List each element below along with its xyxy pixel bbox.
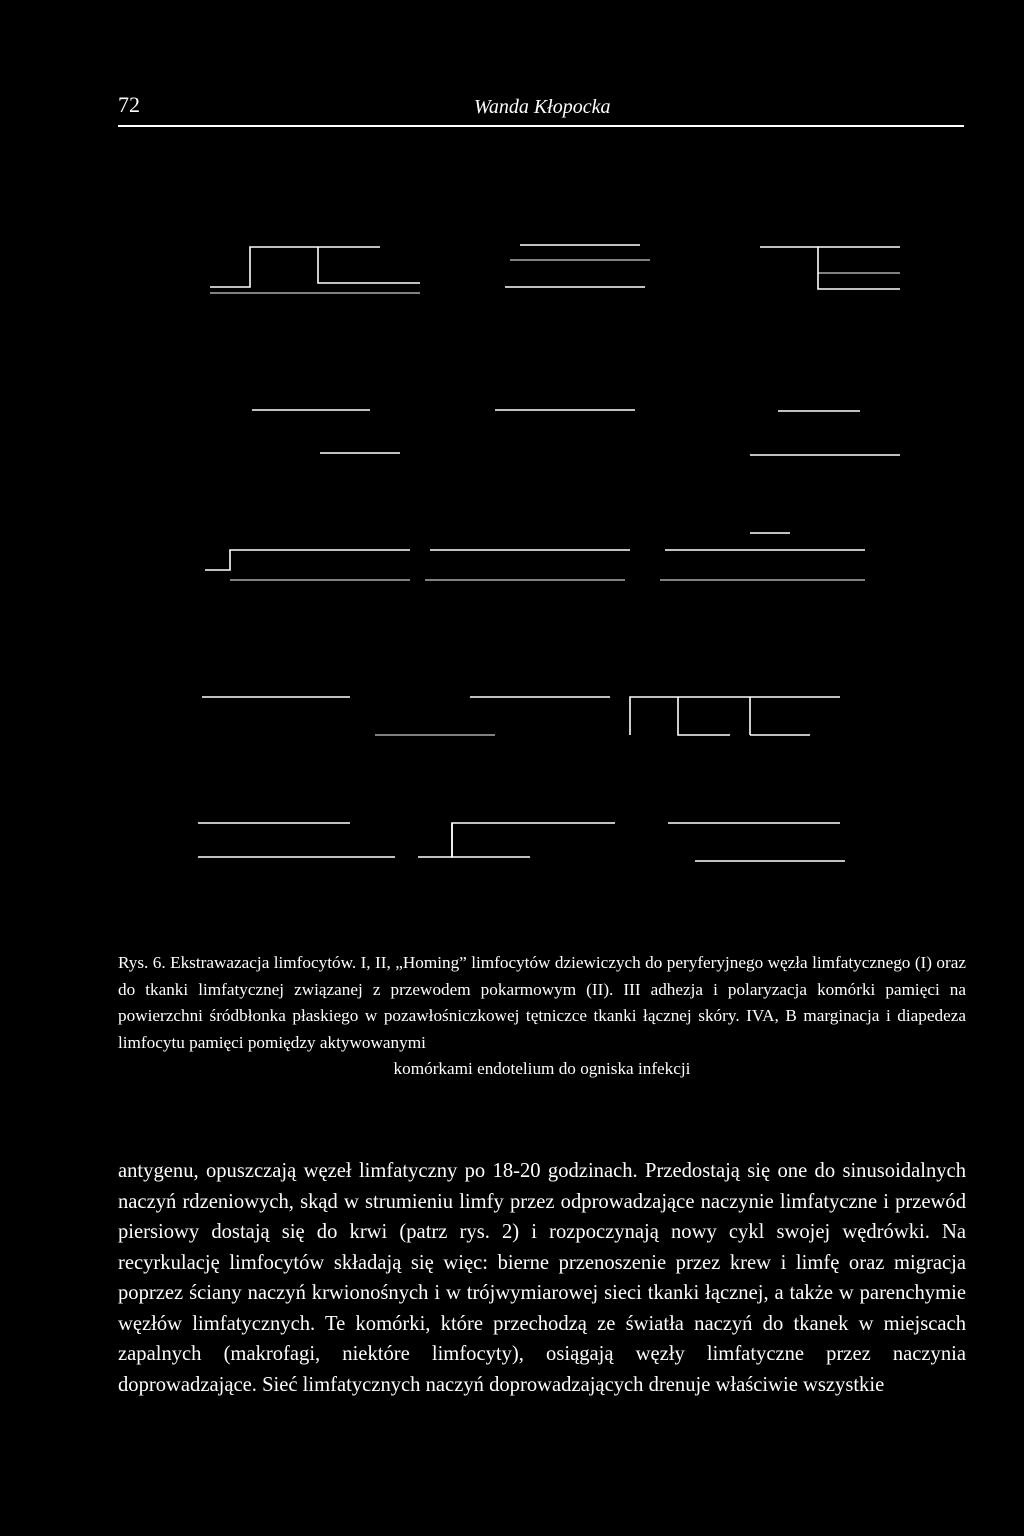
figure-caption (118, 950, 966, 1083)
page-number: 72 (118, 92, 140, 117)
figure-row-4 (202, 697, 840, 735)
body-paragraph: antygenu, opuszczają węzeł limfatyczny po 18-20 godzinach. Przedostają się one do sinusoidalnych naczyń rdzeniowych, skąd w strumieniu limfy przez odprowadzające naczynie limfatyczne i przewód piersiowy dostają się do krwi (patrz rys. 2) i rozpoczynają nowy cykl swojej wędrówki. Na recyrkulację limfocytów składają się więc: bierne przenoszenie przez krew i limfę oraz migracja poprzez ściany naczyń krwionośnych i w trójwymiarowej sieci tkanki łącznej, a także w parenchymie węzłów limfatycznych. Te komórki, które przechodzą ze światła naczyń do tkanek w miejscach zapalnych (makrofagi, niektóre limfocyty), osiągają węzły limfatyczne przez naczynia doprowadzające. Sieć limfatycznych naczyń doprowadzających drenuje właściwie wszystkie (118, 1160, 966, 1396)
body-text (118, 1156, 966, 1400)
figure-row-3 (205, 533, 865, 580)
page-header (118, 92, 966, 126)
caption-last-line: komórkami endotelium do ogniska infekcji (393, 1059, 691, 1078)
running-title: Wanda Kłopocka (474, 96, 611, 118)
figure-row-1 (210, 245, 900, 293)
figure-row-5 (198, 823, 845, 861)
figure-line-art (190, 225, 910, 875)
figure-row-2 (252, 410, 900, 455)
header-rule (118, 125, 964, 127)
caption-text: Rys. 6. Ekstrawazacja limfocytów. I, II, „Homing” limfocytów dziewiczych do peryferyjnego węzła limfatycznego (I) oraz do tkanki limfatycznej związanej z przewodem pokarmowym (II). III adhezja i polaryzacja komórki pamięci na powierzchni śródbłonka płaskiego w pozawłośniczkowej tętniczce tkanki łącznej skóry. IVA, B marginacja i diapedeza limfocytu pamięci pomiędzy aktywowanymi (118, 953, 966, 1052)
figure-illustration (190, 225, 910, 875)
